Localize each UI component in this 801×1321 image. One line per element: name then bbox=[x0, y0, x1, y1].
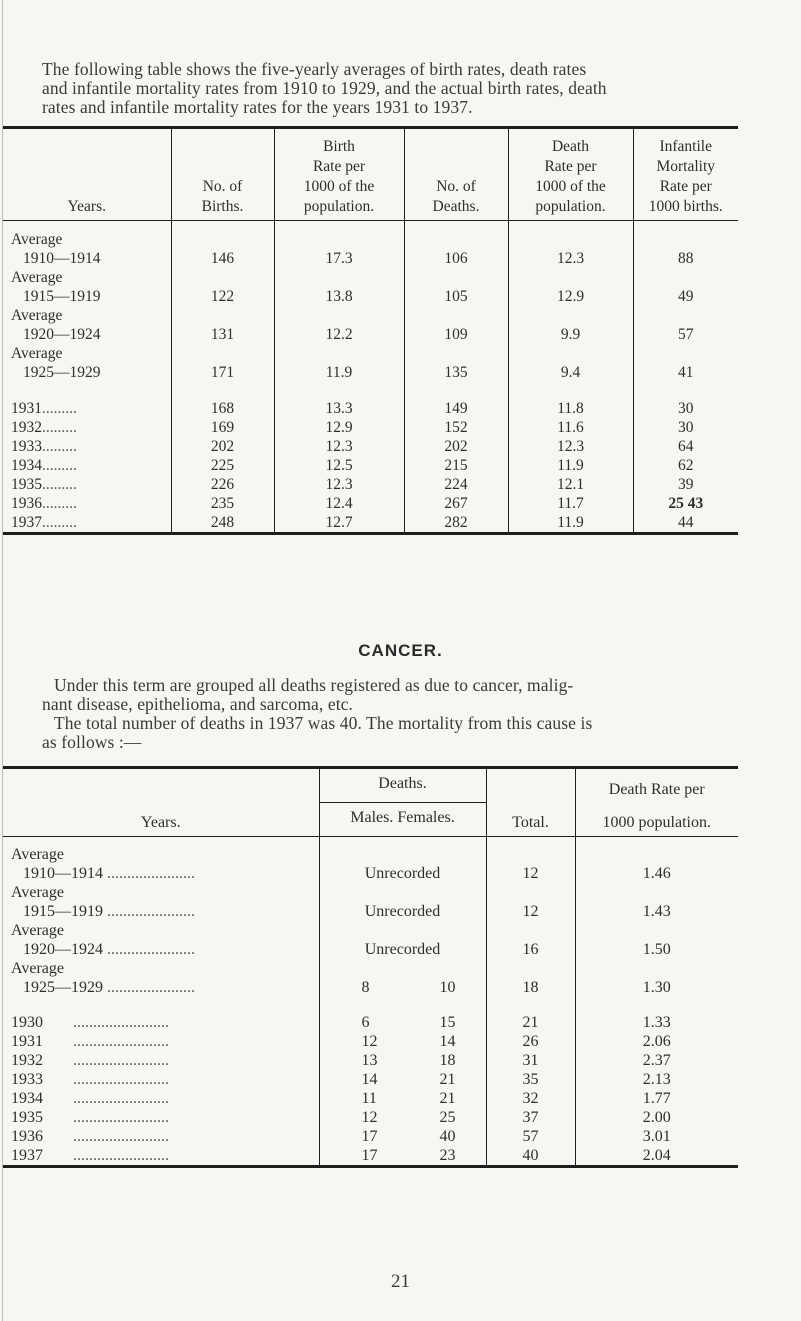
section-heading: CANCER. bbox=[358, 641, 443, 660]
row-label: 1931......... bbox=[11, 399, 77, 417]
table-row bbox=[3, 883, 738, 921]
col-header-birth-rate: Birth Rate per 1000 of the population. bbox=[274, 128, 404, 221]
rate-cell: 2.13 bbox=[575, 1070, 738, 1089]
table-header-row bbox=[3, 768, 738, 803]
deaths-cell: Unrecorded bbox=[319, 845, 486, 883]
table-row bbox=[3, 437, 738, 456]
death-rate-cell: 11.9 bbox=[508, 513, 633, 534]
intro-line: The following table shows the five-yearly averages of birth rates, death rates bbox=[42, 59, 587, 79]
page-number: 21 bbox=[391, 1271, 410, 1292]
births-cell: 168 bbox=[171, 399, 274, 418]
deaths-cell: 17 23 bbox=[319, 1146, 486, 1167]
row-label: 1935 ........................ bbox=[11, 1108, 169, 1126]
infant-rate-cell: 44 bbox=[633, 513, 738, 534]
deaths-cell: Unrecorded bbox=[319, 883, 486, 921]
total-cell: 12 bbox=[486, 883, 575, 921]
table-row bbox=[3, 268, 738, 306]
total-cell: 18 bbox=[486, 959, 575, 997]
cancer-mortality-table bbox=[3, 766, 738, 1168]
rate-cell: 1.50 bbox=[575, 921, 738, 959]
deaths-cell: 12 25 bbox=[319, 1108, 486, 1127]
total-cell: 37 bbox=[486, 1108, 575, 1127]
table-row bbox=[3, 1032, 738, 1051]
cancer-line: The total number of deaths in 1937 was 40. The mortality from this cause is bbox=[54, 713, 593, 733]
row-label: 1933......... bbox=[11, 437, 77, 455]
table-row bbox=[3, 1146, 738, 1167]
death-rate-cell: 11.6 bbox=[508, 418, 633, 437]
death-rate-cell: 12.3 bbox=[508, 230, 633, 268]
births-cell: 169 bbox=[171, 418, 274, 437]
table-row bbox=[3, 456, 738, 475]
table-row bbox=[3, 1051, 738, 1070]
total-cell: 21 bbox=[486, 1013, 575, 1032]
table-row bbox=[3, 959, 738, 997]
table-row bbox=[3, 513, 738, 534]
deaths-cell: 17 40 bbox=[319, 1127, 486, 1146]
death-rate-cell: 9.9 bbox=[508, 306, 633, 344]
intro-line: rates and infantile mortality rates for the years 1931 to 1937. bbox=[42, 97, 473, 117]
rate-cell: 1.33 bbox=[575, 1013, 738, 1032]
death-rate-cell: 11.8 bbox=[508, 399, 633, 418]
row-label: Average 1915—1919 ...................... bbox=[11, 883, 195, 920]
table-row bbox=[3, 1127, 738, 1146]
rate-cell: 3.01 bbox=[575, 1127, 738, 1146]
cancer-line: Under this term are grouped all deaths registered as due to cancer, malig- bbox=[54, 675, 574, 695]
deaths-cell: 105 bbox=[404, 268, 508, 306]
births-cell: 202 bbox=[171, 437, 274, 456]
rate-cell: 2.37 bbox=[575, 1051, 738, 1070]
row-label: Average 1910—1914 ...................... bbox=[11, 845, 195, 882]
total-cell: 32 bbox=[486, 1089, 575, 1108]
row-label: Average 1925—1929 bbox=[11, 344, 101, 381]
row-label: 1935......... bbox=[11, 475, 77, 493]
table-row bbox=[3, 1013, 738, 1032]
death-rate-cell: 12.9 bbox=[508, 268, 633, 306]
row-label: Average 1915—1919 bbox=[11, 268, 101, 305]
total-cell: 35 bbox=[486, 1070, 575, 1089]
deaths-cell: 11 21 bbox=[319, 1089, 486, 1108]
deaths-cell: Unrecorded bbox=[319, 921, 486, 959]
col-header-years: Years. bbox=[3, 128, 171, 221]
deaths-cell: 282 bbox=[404, 513, 508, 534]
total-cell: 40 bbox=[486, 1146, 575, 1167]
row-label: 1932 ........................ bbox=[11, 1051, 169, 1069]
birth-death-rates-table bbox=[3, 126, 738, 535]
death-rate-cell: 12.1 bbox=[508, 475, 633, 494]
birth-rate-cell: 11.9 bbox=[274, 344, 404, 382]
row-label: 1937......... bbox=[3, 513, 171, 534]
deaths-cell: 267 bbox=[404, 494, 508, 513]
rate-cell: 2.04 bbox=[575, 1146, 738, 1167]
birth-rate-cell: 12.7 bbox=[274, 513, 404, 534]
infant-rate-cell: 30 bbox=[633, 399, 738, 418]
total-cell: 31 bbox=[486, 1051, 575, 1070]
table-row bbox=[3, 921, 738, 959]
col-header-deaths: Deaths. bbox=[319, 768, 486, 803]
births-cell: 146 bbox=[171, 230, 274, 268]
table-header-row bbox=[3, 128, 738, 221]
row-label: 1936......... bbox=[11, 494, 77, 512]
intro-paragraph bbox=[42, 60, 607, 117]
births-cell: 248 bbox=[171, 513, 274, 534]
col-header-death-rate: Death Rate per 1000 population. bbox=[575, 768, 738, 837]
row-label: 1931 ........................ bbox=[11, 1032, 169, 1050]
infant-rate-cell: 49 bbox=[633, 268, 738, 306]
rate-cell: 2.00 bbox=[575, 1108, 738, 1127]
deaths-cell: 8 10 bbox=[319, 959, 486, 997]
birth-rate-cell: 12.4 bbox=[274, 494, 404, 513]
table-row bbox=[3, 344, 738, 382]
col-header-deaths: No. of Deaths. bbox=[404, 128, 508, 221]
infant-rate-cell: 41 bbox=[633, 344, 738, 382]
table-row bbox=[3, 230, 738, 268]
deaths-cell: 149 bbox=[404, 399, 508, 418]
table-row bbox=[3, 1089, 738, 1108]
row-label: 1930 ........................ bbox=[11, 1013, 169, 1031]
rate-cell: 1.77 bbox=[575, 1089, 738, 1108]
infant-rate-cell: 30 bbox=[633, 418, 738, 437]
table-row bbox=[3, 475, 738, 494]
birth-rate-cell: 12.5 bbox=[274, 456, 404, 475]
births-cell: 131 bbox=[171, 306, 274, 344]
table-row bbox=[3, 418, 738, 437]
infant-rate-cell: 62 bbox=[633, 456, 738, 475]
births-cell: 171 bbox=[171, 344, 274, 382]
cancer-line: as follows :— bbox=[42, 732, 142, 752]
births-cell: 226 bbox=[171, 475, 274, 494]
row-label: 1934 ........................ bbox=[11, 1089, 169, 1107]
table-row bbox=[3, 306, 738, 344]
birth-rate-cell: 12.9 bbox=[274, 418, 404, 437]
rate-cell: 1.30 bbox=[575, 959, 738, 997]
births-cell: 225 bbox=[171, 456, 274, 475]
table-row bbox=[3, 399, 738, 418]
col-header-males-females: Males. Females. bbox=[319, 803, 486, 837]
col-header-death-rate: Death Rate per 1000 of the population. bbox=[508, 128, 633, 221]
row-label: 1937 ........................ bbox=[3, 1146, 319, 1167]
row-label: Average 1925—1929 ...................... bbox=[11, 959, 195, 996]
infant-rate-cell: 64 bbox=[633, 437, 738, 456]
col-header-births: No. of Births. bbox=[171, 128, 274, 221]
deaths-cell: 106 bbox=[404, 230, 508, 268]
total-cell: 26 bbox=[486, 1032, 575, 1051]
deaths-cell: 14 21 bbox=[319, 1070, 486, 1089]
col-header-years: Years. bbox=[3, 768, 319, 837]
table-row bbox=[3, 845, 738, 883]
infant-rate-cell: 88 bbox=[633, 230, 738, 268]
total-cell: 57 bbox=[486, 1127, 575, 1146]
deaths-cell: 135 bbox=[404, 344, 508, 382]
births-cell: 235 bbox=[171, 494, 274, 513]
row-label: 1934......... bbox=[11, 456, 77, 474]
birth-rate-cell: 12.3 bbox=[274, 475, 404, 494]
table-row bbox=[3, 1070, 738, 1089]
cancer-line: nant disease, epithelioma, and sarcoma, etc. bbox=[42, 694, 354, 714]
birth-rate-cell: 13.3 bbox=[274, 399, 404, 418]
deaths-cell: 109 bbox=[404, 306, 508, 344]
deaths-cell: 13 18 bbox=[319, 1051, 486, 1070]
rate-cell: 1.46 bbox=[575, 845, 738, 883]
birth-rate-cell: 12.2 bbox=[274, 306, 404, 344]
intro-line: and infantile mortality rates from 1910 to 1929, and the actual birth rates, death bbox=[42, 78, 607, 98]
rate-cell: 1.43 bbox=[575, 883, 738, 921]
death-rate-cell: 11.9 bbox=[508, 456, 633, 475]
birth-rate-cell: 12.3 bbox=[274, 437, 404, 456]
death-rate-cell: 12.3 bbox=[508, 437, 633, 456]
total-cell: 16 bbox=[486, 921, 575, 959]
death-rate-cell: 9.4 bbox=[508, 344, 633, 382]
col-header-total: Total. bbox=[486, 768, 575, 837]
col-header-infant-mortality: Infantile Mortality Rate per 1000 births. bbox=[633, 128, 738, 221]
row-label: 1933 ........................ bbox=[11, 1070, 169, 1088]
infant-rate-cell: 25 43 bbox=[633, 494, 738, 513]
row-label: Average 1920—1924 bbox=[11, 306, 101, 343]
deaths-cell: 202 bbox=[404, 437, 508, 456]
deaths-cell: 6 15 bbox=[319, 1013, 486, 1032]
deaths-cell: 224 bbox=[404, 475, 508, 494]
cancer-paragraph bbox=[42, 676, 592, 752]
birth-rate-cell: 13.8 bbox=[274, 268, 404, 306]
rate-cell: 2.06 bbox=[575, 1032, 738, 1051]
births-cell: 122 bbox=[171, 268, 274, 306]
total-cell: 12 bbox=[486, 845, 575, 883]
infant-rate-cell: 57 bbox=[633, 306, 738, 344]
deaths-cell: 152 bbox=[404, 418, 508, 437]
table-row bbox=[3, 1108, 738, 1127]
row-label: 1932......... bbox=[11, 418, 77, 436]
table-row bbox=[3, 494, 738, 513]
deaths-cell: 12 14 bbox=[319, 1032, 486, 1051]
row-label: Average 1920—1924 ...................... bbox=[11, 921, 195, 958]
death-rate-cell: 11.7 bbox=[508, 494, 633, 513]
row-label: Average 1910—1914 bbox=[11, 230, 101, 267]
infant-rate-cell: 39 bbox=[633, 475, 738, 494]
deaths-cell: 215 bbox=[404, 456, 508, 475]
birth-rate-cell: 17.3 bbox=[274, 230, 404, 268]
row-label: 1936 ........................ bbox=[11, 1127, 169, 1145]
